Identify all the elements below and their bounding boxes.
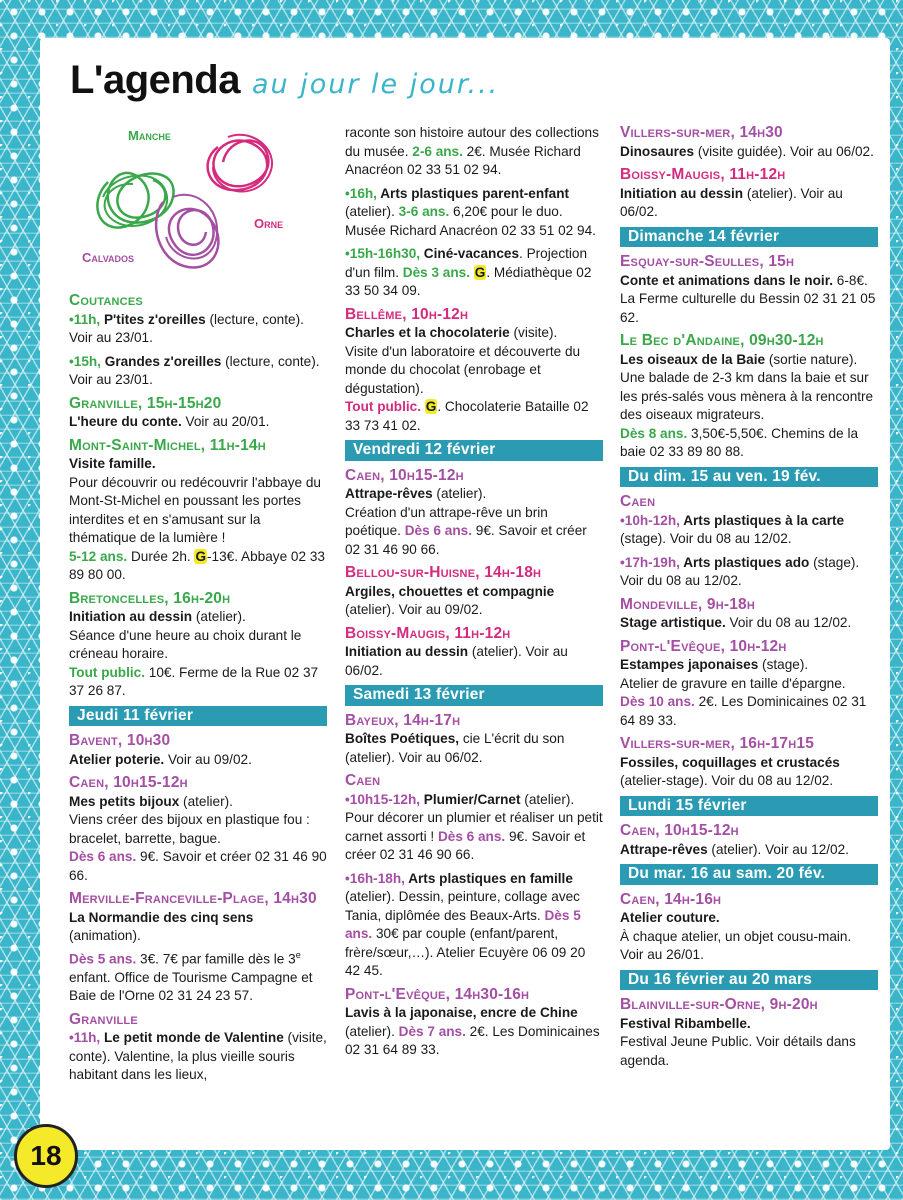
place-heading: Caen, 10h15-12h	[345, 466, 464, 484]
free-badge: G	[425, 399, 437, 414]
title-script: au jour le jour...	[251, 69, 500, 100]
day-bar: Jeudi 11 février	[69, 706, 327, 727]
event-item: Attrape-rêves (atelier). Voir au 12/02.	[620, 841, 849, 857]
event-item: Estampes japonaises (stage). Atelier de gravure en taille d'épargne. Dès 10 ans. 2€. Les Dominicaines 02 31 64 89 33.	[620, 657, 867, 728]
title-main: L'agenda	[70, 58, 240, 102]
place-heading: Le Bec d'Andaine, 09h30-12h	[620, 332, 824, 349]
column-3	[620, 124, 878, 1075]
place-heading: Mont-Saint-Michel, 11h-14h	[69, 436, 266, 454]
event-item: L'heure du conte. Voir au 20/01.	[69, 414, 270, 429]
day-bar: Dimanche 14 février	[620, 227, 878, 248]
day-bar: Vendredi 12 février	[345, 440, 603, 461]
place-heading: Pont-l'Evêque, 14h30-16h	[345, 985, 530, 1003]
event-item: Mes petits bijoux (atelier). Viens créer des bijoux en plastique fou : bracelet, barrette, bague. Dès 6 ans. 9€. Savoir et créer 02 31 46 90 66.	[69, 793, 327, 883]
event-item: Boîtes Poétiques, cie L'écrit du son (atelier). Voir au 06/02.	[345, 731, 565, 765]
event-item: Les oiseaux de la Baie (sortie nature). Une balade de 2-3 km dans la baie et sur les prés-salés vous mènera à la rencontre des oiseaux migrateurs. Dès 8 ans. 3,50€-5,50€. Chemins de la baie 02 33 89 80 88.	[620, 351, 874, 459]
event-item: Festival Ribambelle. Festival Jeune Public. Voir détails dans agenda.	[620, 1015, 856, 1068]
event-item: •11h, P'tites z'oreilles (lecture, conte). Voir au 23/01.	[69, 311, 304, 345]
event-item: Charles et la chocolaterie (visite). Visite d'un laboratoire et découverte du monde du chocolat (enrobage et dégustation). Tout public. G. Chocolaterie Bataille 02 33 73 41 02.	[345, 325, 589, 433]
event-item: Visite famille. Pour découvrir ou redécouvrir l'abbaye du Mont-St-Michel en poussant les portes interdites et en s'amusant sur la thématique de la lumière ! 5-12 ans. Durée 2h. G-13€. Abbaye 02 33 89 80 00.	[69, 456, 325, 582]
page-title	[70, 58, 499, 108]
event-item: Conte et animations dans le noir. 6-8€. La Ferme culturelle du Bessin 02 31 21 05 62.	[620, 272, 876, 325]
place-heading: Granville, 15h-15h20	[69, 394, 222, 412]
event-item: •10h15-12h, Plumier/Carnet (atelier). Pour décorer un plumier et réaliser un petit carnet assorti ! Dès 6 ans. 9€. Savoir et créer 02 31 46 90 66.	[345, 791, 603, 862]
event-item: Stage artistique. Voir du 08 au 12/02.	[620, 615, 852, 630]
column-1	[69, 292, 327, 1090]
event-item: La Normandie des cinq sens (animation). Dès 5 ans. 3€. 7€ par famille dès le 3e enfant. Office de Tourisme Campagne et Baie de l'Orne 02 31 24 23 57.	[69, 909, 313, 1004]
place-heading: Bayeux, 14h-17h	[345, 711, 461, 729]
event-item: Atelier poterie. Voir au 09/02.	[69, 751, 252, 767]
event-item: Dinosaures (visite guidée). Voir au 06/02.	[620, 143, 874, 159]
place-heading: Coutances	[69, 292, 143, 309]
map-label-calvados: Calvados	[82, 250, 135, 265]
place-heading: Caen	[345, 772, 381, 789]
event-item: Initiation au dessin (atelier). Voir au 06/02.	[620, 185, 843, 219]
event-item: Argiles, chouettes et compagnie (atelier). Voir au 09/02.	[345, 583, 555, 617]
map-label-manche: Manche	[128, 128, 171, 143]
free-badge: G	[195, 548, 207, 564]
place-heading: Bellême, 10h-12h	[345, 305, 469, 323]
place-heading: Boissy-Maugis, 11h-12h	[345, 624, 511, 642]
place-heading: Villers-sur-mer, 14h30	[620, 124, 783, 141]
place-heading: Esquay-sur-Seulles, 15h	[620, 253, 795, 270]
event-item: Fossiles, coquillages et crustacés (atelier-stage). Voir du 08 au 12/02.	[620, 754, 840, 788]
event-item: •17h-19h, Arts plastiques ado (stage). Voir du 08 au 12/02.	[620, 554, 860, 588]
place-heading: Pont-l'Evêque, 10h-12h	[620, 637, 787, 655]
event-item: •10h-12h, Arts plastiques à la carte (stage). Voir du 08 au 12/02.	[620, 512, 845, 546]
place-heading: Bellou-sur-Huisne, 14h-18h	[345, 564, 542, 581]
column-2	[345, 124, 603, 1065]
place-heading: Mondeville, 9h-18h	[620, 595, 755, 613]
event-item: Atelier couture. À chaque atelier, un objet cousu-main. Voir au 26/01.	[620, 910, 852, 962]
place-heading: Boissy-Maugis, 11h-12h	[620, 166, 786, 183]
event-item: •16h-18h, Arts plastiques en famille (atelier). Dessin, peinture, collage avec Tania, diplômée des Beaux-Arts. Dès 5 ans. 30€ par couple (enfant/parent, frère/sœur,…). Atelier Ecuyère 06 09 20 42 45.	[345, 870, 586, 978]
event-item: Initiation au dessin (atelier). Séance d'une heure au choix durant le créneau horaire. Tout public. 10€. Ferme de la Rue 02 37 37 26 87.	[69, 609, 319, 698]
place-heading: Blainville-sur-Orne, 9h-20h	[620, 996, 818, 1013]
day-bar: Du 16 février au 20 mars	[620, 970, 878, 991]
event-item: •15h-16h30, Ciné-vacances. Projection d'un film. Dès 3 ans. G. Médiathèque 02 33 50 34 09.	[345, 246, 592, 298]
place-heading: Merville-Franceville-Plage, 14h30	[69, 890, 317, 907]
page-number: 18	[14, 1124, 78, 1188]
region-map	[78, 122, 318, 282]
place-heading: Villers-sur-mer, 16h-17h15	[620, 735, 815, 752]
event-item: raconte son histoire autour des collections du musée. 2-6 ans. 2€. Musée Richard Anacréon 02 33 51 02 94.	[345, 125, 599, 177]
place-heading: Bavent, 10h30	[69, 732, 171, 749]
event-item: Attrape-rêves (atelier). Création d'un attrape-rêve un brin poétique. Dès 6 ans. 9€. Savoir et créer 02 31 46 90 66.	[345, 486, 587, 557]
place-heading: Caen, 10h15-12h	[69, 774, 188, 791]
free-badge: G	[474, 264, 486, 280]
place-heading: Bretoncelles, 16h-20h	[69, 589, 231, 607]
day-bar: Lundi 15 février	[620, 796, 878, 817]
place-heading: Caen	[620, 493, 656, 510]
day-bar: Du dim. 15 au ven. 19 fév.	[620, 467, 878, 488]
place-heading: Caen, 14h-16h	[620, 890, 722, 908]
event-item: Lavis à la japonaise, encre de Chine (atelier). Dès 7 ans. 2€. Les Dominicaines 02 31 64 89 33.	[345, 1005, 600, 1057]
event-item: •11h, Le petit monde de Valentine (visite, conte). Valentine, la plus vieille souris habitant dans les lieux,	[69, 1030, 327, 1083]
event-item: Initiation au dessin (atelier). Voir au 06/02.	[345, 644, 568, 678]
day-bar: Samedi 13 février	[345, 685, 603, 706]
map-label-orne: Orne	[254, 216, 284, 231]
place-heading: Caen, 10h15-12h	[620, 822, 739, 839]
event-item: •15h, Grandes z'oreilles (lecture, conte). Voir au 23/01.	[69, 353, 320, 387]
event-item: •16h, Arts plastiques parent-enfant (atelier). 3-6 ans. 6,20€ pour le duo. Musée Richard Anacréon 02 33 51 02 94.	[345, 185, 596, 238]
place-heading: Granville	[69, 1010, 138, 1028]
day-bar: Du mar. 16 au sam. 20 fév.	[620, 864, 878, 885]
